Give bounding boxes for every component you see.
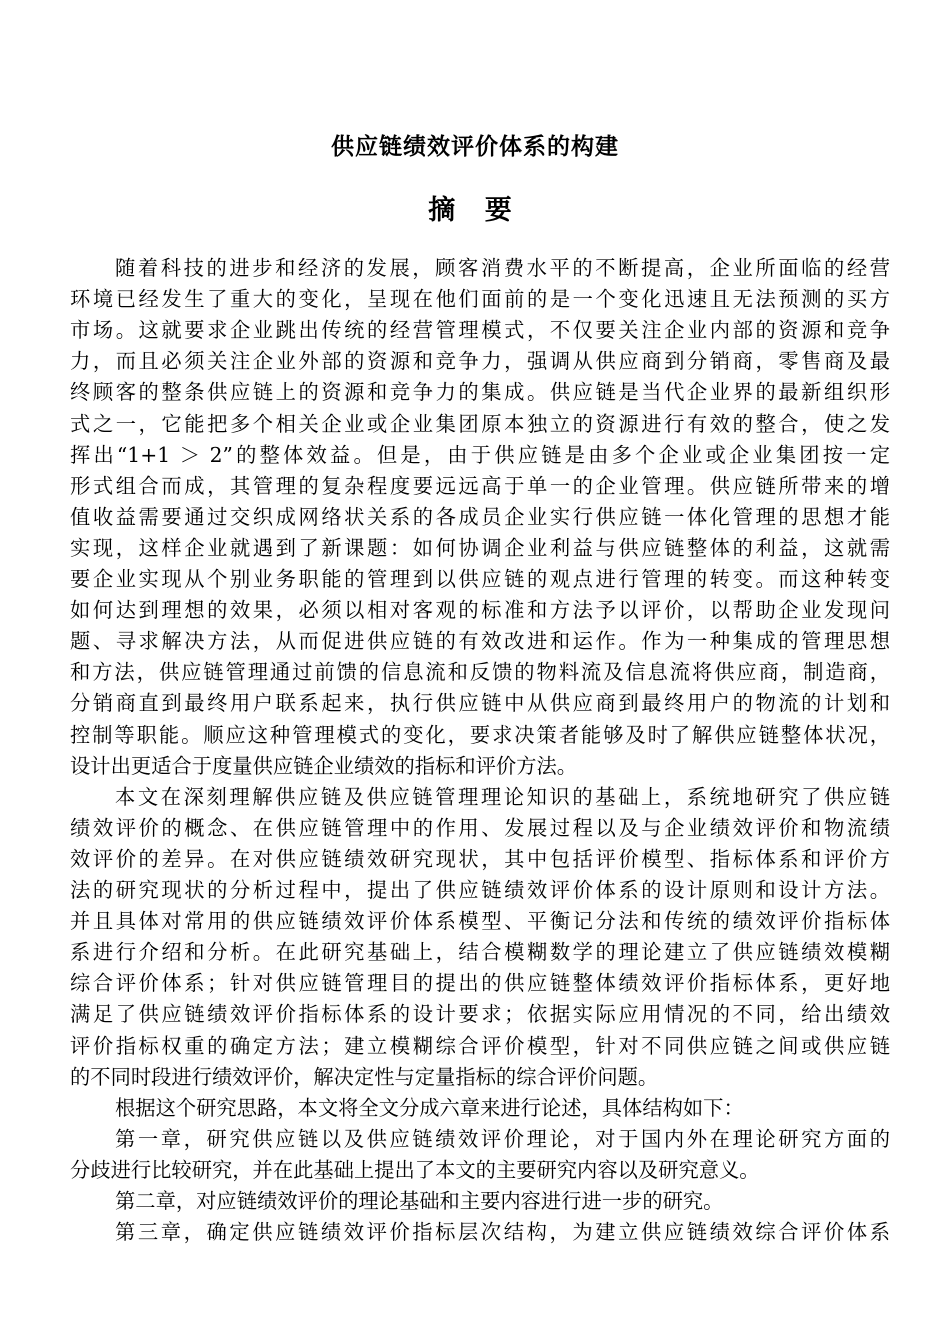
text-line: 要企业实现从个别业务职能的管理到以供应链的观点进行管理的转变。而这种转变	[70, 567, 890, 591]
text-line: 效评价的差异。在对供应链绩效研究现状，其中包括评价模型、指标体系和评价方	[70, 846, 890, 871]
text-line: 本文在深刻理解供应链及供应链管理理论知识的基础上，系统地研究了供应链	[115, 784, 890, 809]
text-line: 实现，这样企业就遇到了新课题：如何协调企业利益与供应链整体的利益，这就需	[70, 535, 890, 560]
text-line: 终顾客的整条供应链上的资源和竞争力的集成。供应链是当代企业界的最新组织形	[70, 380, 890, 405]
text-line: 法的研究现状的分析过程中，提出了供应链绩效评价体系的设计原则和设计方法。	[70, 878, 890, 902]
text-line: 式之一，它能把多个相关企业或企业集团原本独立的资源进行有效的整合，使之发	[70, 411, 890, 436]
text-line: 满足了供应链绩效评价指标体系的设计要求；依据实际应用情况的不同，给出绩效	[70, 1002, 890, 1027]
text-line: 第二章，对应链绩效评价的理论基础和主要内容进行进一步的研究。	[115, 1189, 724, 1213]
text-line: 分歧进行比较研究，并在此基础上提出了本文的主要研究内容以及研究意义。	[70, 1157, 760, 1182]
abstract-heading: 摘 要	[428, 195, 522, 226]
text-line: 绩效评价的概念、在供应链管理中的作用、发展过程以及与企业绩效评价和物流绩	[70, 815, 890, 840]
text-line: 环境已经发生了重大的变化，呈现在他们面前的是一个变化迅速且无法预测的买方	[70, 287, 890, 312]
text-line: 分销商直到最终用户联系起来，执行供应链中从供应商到最终用户的物流的计划和	[70, 691, 890, 716]
text-line: 第一章，研究供应链以及供应链绩效评价理论，对于国内外在理论研究方面的	[115, 1126, 890, 1151]
text-line: 并且具体对常用的供应链绩效评价体系模型、平衡记分法和传统的绩效评价指标体	[70, 909, 890, 934]
text-line: 力，而且必须关注企业外部的资源和竞争力，强调从供应商到分销商，零售商及最	[70, 349, 890, 374]
text-line: 的不同时段进行绩效评价，解决定性与定量指标的综合评价问题。	[70, 1064, 659, 1089]
text-line: 市场。这就要求企业跳出传统的经营管理模式，不仅要关注企业内部的资源和竞争	[70, 318, 890, 343]
text-line: 评价指标权重的确定方法；建立模糊综合评价模型，针对不同供应链之间或供应链	[70, 1033, 890, 1058]
text-line: 值收益需要通过交织成网络状关系的各成员企业实行供应链一体化管理的思想才能	[70, 504, 890, 529]
text-line: 题、寻求解决方法，从而促进供应链的有效改进和运作。作为一种集成的管理思想	[70, 629, 890, 654]
text-line: 系进行介绍和分析。在此研究基础上，结合模糊数学的理论建立了供应链绩效模糊	[70, 940, 890, 965]
text-line: 随着科技的进步和经济的发展，顾客消费水平的不断提高，企业所面临的经营	[115, 256, 890, 280]
text-line: 和方法，供应链管理通过前馈的信息流和反馈的物料流及信息流将供应商，制造商，	[70, 660, 890, 685]
text-line: 挥出“1+1 ＞ 2”的整体效益。但是，由于供应链是由多个企业或企业集团按一定	[70, 442, 890, 467]
text-line: 如何达到理想的效果，必须以相对客观的标准和方法予以评价，以帮助企业发现问	[70, 598, 890, 623]
text-line: 控制等职能。顺应这种管理模式的变化，要求决策者能够及时了解供应链整体状况，	[70, 722, 890, 747]
text-line: 综合评价体系；针对供应链管理目的提出的供应链整体绩效评价指标体系，更好地	[70, 971, 890, 996]
text-line: 根据这个研究思路，本文将全文分成六章来进行论述，具体结构如下：	[115, 1095, 744, 1120]
text-line: 第三章，确定供应链绩效评价指标层次结构，为建立供应链绩效综合评价体系	[115, 1220, 890, 1245]
document-title: 供应链绩效评价体系的构建	[331, 133, 619, 160]
text-line: 设计出更适合于度量供应链企业绩效的指标和评价方法。	[70, 753, 578, 778]
text-line: 形式组合而成，其管理的复杂程度要远远高于单一的企业管理。供应链所带来的增	[70, 473, 890, 498]
